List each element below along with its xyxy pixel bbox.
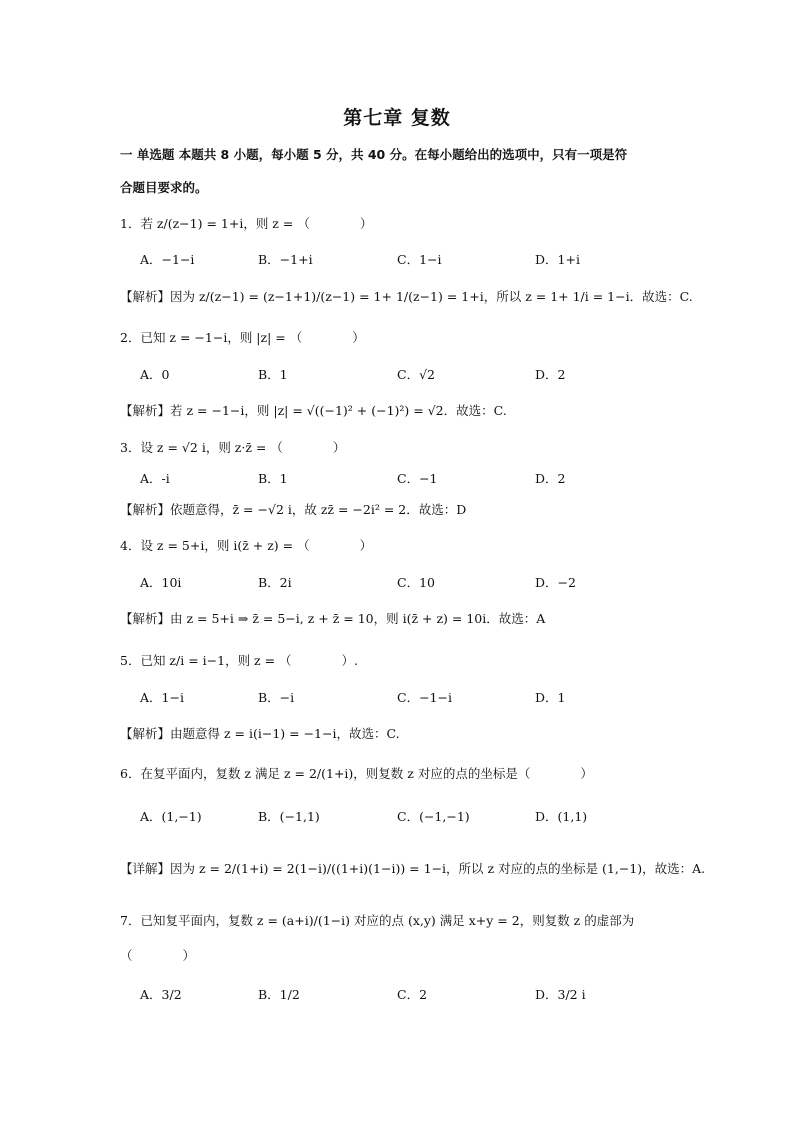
question-6-option-b: B．(−1,1) [258, 809, 320, 824]
question-5-option-c: C．−1−i [397, 690, 452, 705]
question-1-option-d: D．1+i [535, 252, 580, 267]
question-4-solution: 【解析】由 z = 5+i ⇒ z̄ = 5−i, z + z̄ = 10，则 i(z̄ + z) = 10i．故选：A [120, 611, 546, 626]
question-3-option-a: A．-i [140, 471, 170, 486]
question-7-option-a: A．3/2 [140, 987, 182, 1002]
question-6-option-d: D．(1,1) [535, 809, 588, 824]
question-7-stem-continued: （ ） [120, 948, 196, 963]
question-1-option-c: C．1−i [397, 252, 442, 267]
question-7-stem: 7．已知复平面内，复数 z = (a+i)/(1−i) 对应的点 (x,y) 满足 x+y = 2，则复数 z 的虚部为 [120, 913, 635, 928]
question-2-option-d: D．2 [535, 367, 566, 382]
question-6-solution: 【详解】因为 z = 2/(1+i) = 2(1−i)/((1+i)(1−i)) = 1−i，所以 z 对应的点的坐标是 (1,−1)，故选：A. [120, 861, 706, 876]
question-1-stem: 1．若 z/(z−1) = 1+i，则 z = （ ） [120, 216, 373, 231]
question-3-option-b: B．1 [258, 471, 288, 486]
question-6-option-a: A．(1,−1) [140, 809, 202, 824]
question-2-option-b: B．1 [258, 367, 288, 382]
page-title: 第七章 复数 [343, 107, 451, 129]
question-2-option-c: C．√2 [397, 367, 435, 382]
question-1-option-b: B．−1+i [258, 252, 313, 267]
question-5-option-d: D．1 [535, 690, 566, 705]
section-intro-line-2: 合题目要求的。 [120, 180, 208, 195]
question-2-stem: 2．已知 z = −1−i，则 |z| = （ ） [120, 330, 365, 345]
question-5-option-a: A．1−i [140, 690, 184, 705]
question-2-option-a: A．0 [140, 367, 170, 382]
question-5-solution: 【解析】由题意得 z = i(i−1) = −1−i，故选：C. [120, 726, 400, 741]
question-2-solution: 【解析】若 z = −1−i，则 |z| = √((−1)² + (−1)²) = √2．故选：C. [120, 403, 507, 418]
question-6-option-c: C．(−1,−1) [397, 809, 470, 824]
question-3-option-c: C．−1 [397, 471, 438, 486]
question-4-option-c: C．10 [397, 575, 435, 590]
section-intro-line-1: 一 单选题 本题共 8 小题，每小题 5 分，共 40 分。在每小题给出的选项中，只有一项是符 [120, 147, 628, 162]
question-7-option-d: D．3/2 i [535, 987, 586, 1002]
question-1-solution: 【解析】因为 z/(z−1) = (z−1+1)/(z−1) = 1+ 1/(z−1) = 1+i，所以 z = 1+ 1/i = 1−i．故选：C. [120, 289, 693, 304]
question-7-option-c: C．2 [397, 987, 428, 1002]
question-7-option-b: B．1/2 [258, 987, 300, 1002]
question-6-stem: 6．在复平面内，复数 z 满足 z = 2/(1+i)，则复数 z 对应的点的坐标是（ ） [120, 766, 593, 781]
question-5-option-b: B．−i [258, 690, 295, 705]
question-1-option-a: A．−1−i [140, 252, 195, 267]
question-3-option-d: D．2 [535, 471, 566, 486]
question-3-stem: 3．设 z = √2 i，则 z·z̄ = （ ） [120, 440, 346, 455]
question-4-option-a: A．10i [140, 575, 182, 590]
question-4-stem: 4．设 z = 5+i，则 i(z̄ + z) = （ ） [120, 538, 373, 553]
question-3-solution: 【解析】依题意得，z̄ = −√2 i，故 zz̄ = −2i² = 2．故选：D [120, 502, 467, 517]
question-4-option-d: D．−2 [535, 575, 576, 590]
question-5-stem: 5．已知 z/i = i−1，则 z = （ ）. [120, 653, 359, 668]
question-4-option-b: B．2i [258, 575, 292, 590]
